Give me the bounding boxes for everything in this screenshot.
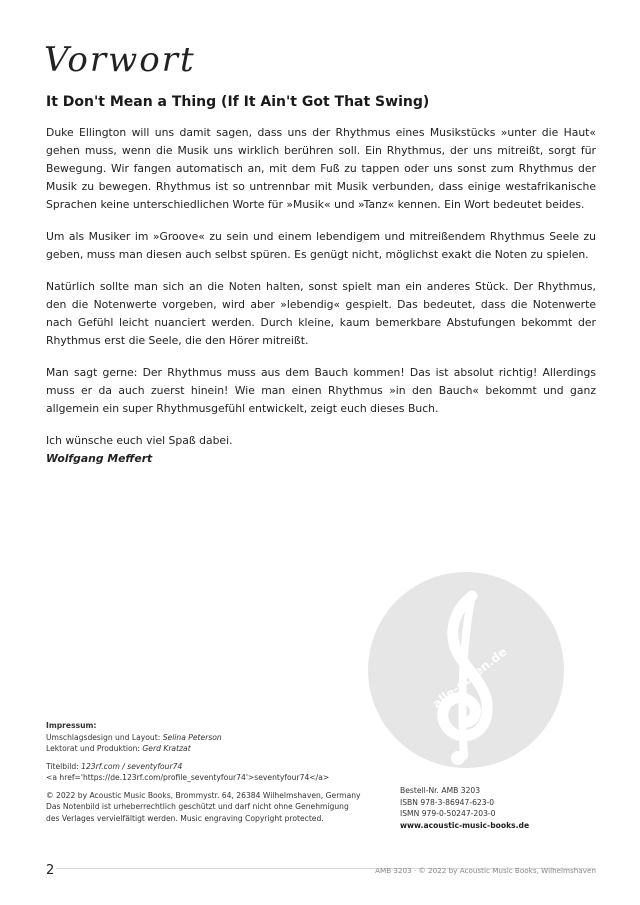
- cover-credit: Titelbild: 123rf.com / seventyfour74: [46, 761, 183, 771]
- paragraph-2: Um als Musiker im »Groove« zu sein und einem lebendigem und mitreißendem Rhythmus Seele zu geben, muss man diesen auch selbst spüren. Es genügt nicht, möglichst exakt die Noten zu spielen.: [46, 230, 596, 261]
- watermark-text: alle-noten.de: [430, 644, 510, 712]
- copyright-line: © 2022 by Acoustic Music Books, Brommystr. 64, 26384 Wilhelmshaven, Germany: [46, 790, 361, 800]
- rights-line-1: Das Notenbild ist urheberrechtlich geschützt und darf nicht ohne Genehmigung: [46, 802, 349, 811]
- closing-line: Ich wünsche euch viel Spaß dabei.: [46, 434, 233, 447]
- footer-note: AMB 3203 · © 2022 by Acoustic Music Books, Wilhelmshaven: [375, 866, 596, 875]
- author-signature: Wolfgang Meffert: [46, 452, 153, 465]
- ordering-info: [400, 785, 600, 831]
- ismn: ISMN 979-0-50247-203-0: [400, 809, 496, 818]
- paragraph-1: Duke Ellington will uns damit sagen, dass uns der Rhythmus eines Musikstücks »unter die Haut« gehen muss, wenn die Musik uns wirklich berühren soll. Ein Rhythmus, der uns mitreißt, sorgt für Bewegung. Wir fangen automatisch an, mit dem Fuß zu tappen oder uns sonst zum Rhythmus der Musik zu bewegen. Rhythmus ist so untrennbar mit Musik verbunden, dass einige westafrikanische Sprachen keine unterschiedlichen Worte für »Musik« und »Tanz« kennen. Ein Wort bedeutet beides.: [46, 126, 596, 211]
- publisher-website: www.acoustic-music-books.de: [400, 820, 530, 830]
- impressum-title: Impressum:: [46, 721, 97, 730]
- paragraph-3: Natürlich sollte man sich an die Noten halten, sonst spielt man ein anderes Stück. Der Rhythmus, den die Notenwerte vorgeben, wird aber »lebendig« gespielt. Das bedeutet, dass die Notenwerte nach Gefühl leicht nuanciert werden. Durch kleine, kaum bemerkbare Abstufungen bekommt der Rhythmus erst die Seele, die den Hörer mitreißt.: [46, 280, 596, 347]
- editing-credit: Lektorat und Produktion: Gerd Kratzat: [46, 744, 191, 753]
- order-number: Bestell-Nr. AMB 3203: [400, 786, 481, 795]
- rights-line-2: des Verlages vervielfältigt werden. Music engraving Copyright protected.: [46, 813, 324, 823]
- design-credit: Umschlagsdesign und Layout: Selina Peterson: [46, 732, 222, 742]
- isbn: ISBN 978-3-86947-623-0: [400, 797, 495, 807]
- page-heading: Vorwort: [44, 40, 196, 80]
- foreword-body: [46, 124, 596, 482]
- page-subtitle: It Don't Mean a Thing (If It Ain't Got That Swing): [46, 94, 430, 110]
- paragraph-4: Man sagt gerne: Der Rhythmus muss aus dem Bauch kommen! Das ist absolut richtig! Allerdings muss er da auch zuerst hinein! Wie man einen Rhythmus »in den Bauch« bekommt und ganz allgemein ein super Rhythmusgefühl entwickelt, zeigt euch dieses Buch.: [46, 366, 596, 415]
- cover-link-text: <a href='https://de.123rf.com/profile_seventyfour74'>seventyfour74</a>: [46, 773, 330, 782]
- impressum-block: [46, 720, 406, 824]
- page-number: 2: [46, 863, 55, 878]
